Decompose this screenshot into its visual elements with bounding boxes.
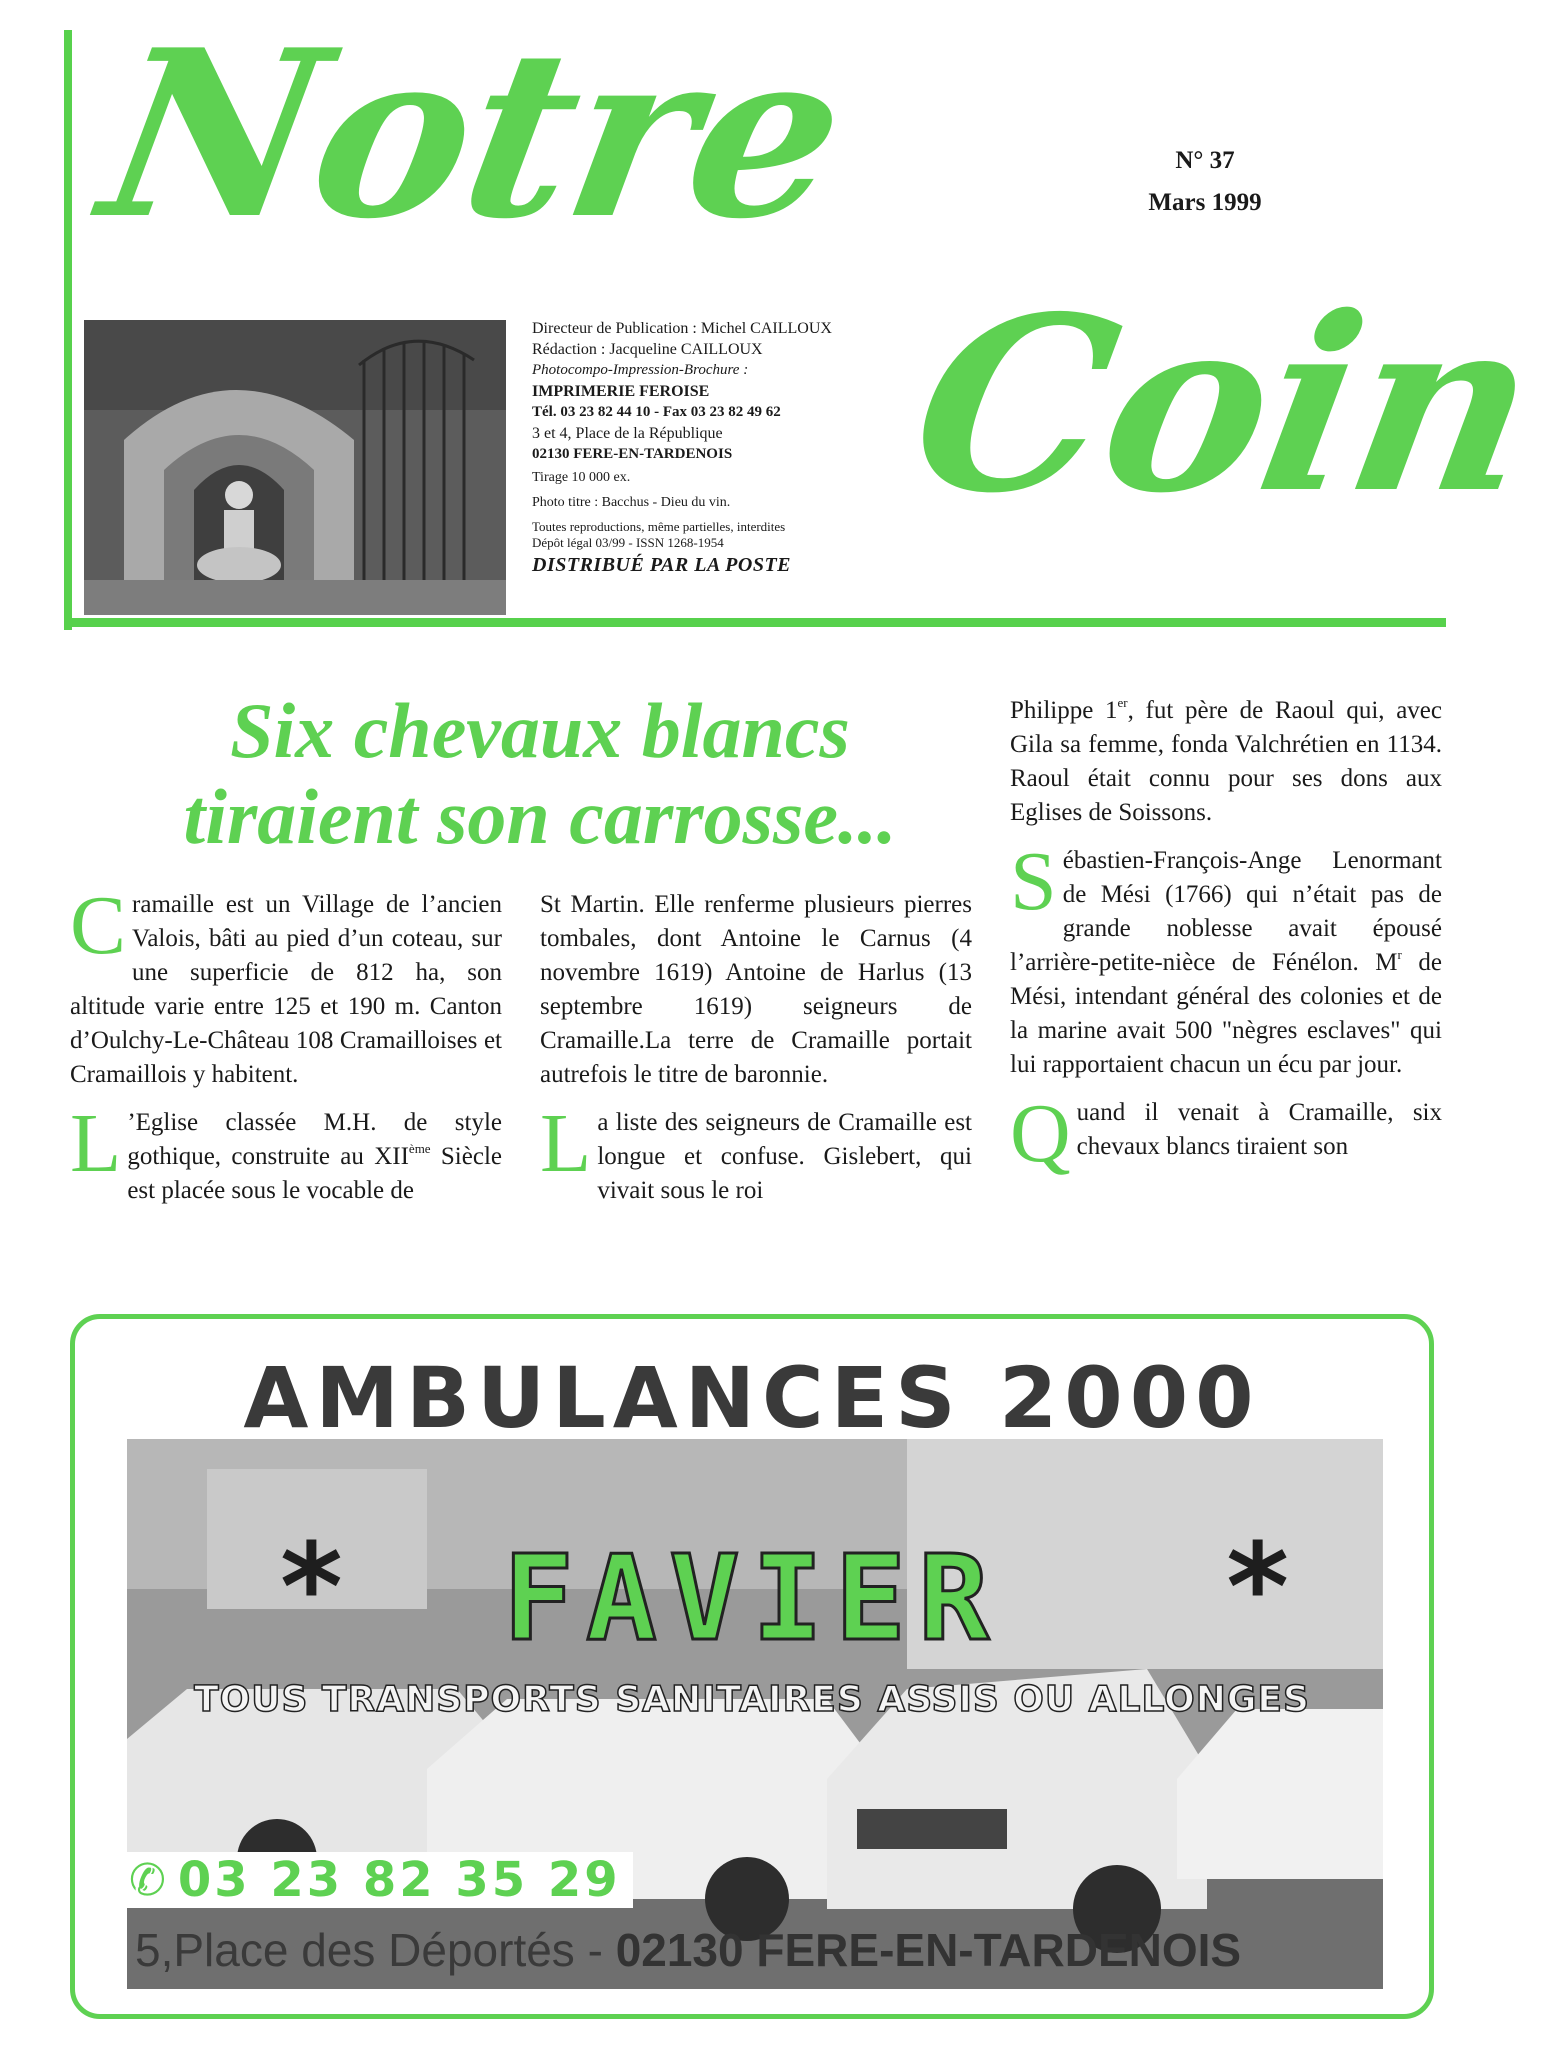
ad-title: AMBULANCES 2000: [243, 1349, 1261, 1447]
credit-city: 02130 FERE-EN-TARDENOIS: [532, 446, 733, 462]
ad-phone-block: [125, 1852, 633, 1908]
credit-phone-fax: Tél. 03 23 82 44 10 - Fax 03 23 82 49 62: [532, 404, 781, 420]
asterisk-icon: *: [1226, 1519, 1289, 1658]
paragraph-text: Siècle est placée sous le vocable de: [127, 1143, 502, 1204]
ad-address-city: 02130 FERE-EN-TARDENOIS: [615, 1924, 1242, 1976]
bacchus-fountain-image: [84, 320, 506, 615]
masthead-title-coin: Coin: [895, 264, 1554, 546]
credit-photo: Photo titre : Bacchus - Dieu du vin.: [532, 495, 731, 510]
masthead-title-notre: Notre: [86, 0, 862, 270]
ad-address-street: 5,Place des Déportés -: [135, 1924, 616, 1976]
ambulance-advertisement: [70, 1314, 1434, 2019]
phone-icon: ✆: [129, 1854, 166, 1906]
credit-printer: IMPRIMERIE FEROISE: [532, 383, 710, 400]
credit-print-run: Tirage 10 000 ex.: [532, 470, 631, 485]
paragraph-text: ’Eglise classée M.H. de style gothique, construite au XII: [127, 1109, 502, 1170]
paragraph: [1010, 835, 1442, 1082]
masthead-bottom-rule: [64, 618, 1446, 627]
issue-number: N° 37: [1175, 147, 1235, 174]
paragraph: [70, 1097, 502, 1208]
ad-address: [135, 1923, 1241, 1977]
superscript: er: [1117, 695, 1128, 710]
paragraph: [1010, 1087, 1442, 1180]
credit-rights: Toutes reproductions, même partielles, interdites: [532, 519, 786, 534]
masthead-left-rule: [64, 30, 72, 630]
article-column-2: [540, 888, 972, 1222]
drop-cap: C: [70, 879, 127, 972]
paragraph: [540, 1097, 972, 1208]
distribution-note: DISTRIBUÉ PAR LA POSTE: [532, 554, 792, 576]
ad-company-name: FAVIER: [502, 1529, 1002, 1667]
headline-line-2: tiraient son carrosse...: [183, 773, 897, 860]
paragraph: [70, 879, 502, 1092]
paragraph-text: , fut père de Raoul qui, avec Gila sa femme, fonda Valchrétien en 1134. Raoul était connu pour ses dons aux Eglises de Soissons.: [1010, 697, 1442, 826]
drop-cap: S: [1010, 835, 1057, 928]
drop-cap: L: [70, 1097, 122, 1190]
credit-address: 3 et 4, Place de la République: [532, 425, 723, 442]
paragraph-text: St Martin. Elle renferme plusieurs pierres tombales, dont Antoine le Carnus (4 novembre 1619) Antoine de Harlus (13 septembre 1619) seigneurs de Cramaille.La terre de Cramaille portait autrefois le titre de baronnie.: [540, 891, 972, 1088]
credit-legal: Dépôt légal 03/99 - ISSN 1268-1954: [532, 535, 724, 550]
article-column-3: [1010, 694, 1442, 1178]
publication-credits: [532, 318, 872, 576]
article-headline: [100, 688, 980, 860]
paragraph: [540, 888, 972, 1092]
article-column-1: [70, 879, 502, 1222]
ad-tagline: TOUS TRANSPORTS SANITAIRES ASSIS OU ALLONGES: [194, 1679, 1310, 1720]
credit-redaction: Rédaction : Jacqueline CAILLOUX: [532, 341, 763, 358]
masthead-photo-bacchus: [84, 320, 506, 615]
headline-line-1: Six chevaux blancs: [230, 687, 850, 774]
paragraph-text: a liste des seigneurs de Cramaille est longue et confuse. Gislebert, qui vivait sous le roi: [597, 1109, 972, 1204]
asterisk-icon: *: [280, 1519, 343, 1658]
drop-cap: L: [540, 1097, 592, 1190]
paragraph-text: uand il venait à Cramaille, six chevaux blancs tiraient son: [1076, 1099, 1442, 1160]
paragraph-text: de Mési, intendant général des colonies et de la marine avait 500 "nègres esclaves" qui lui rapportaient chacun un écu par jour.: [1010, 949, 1442, 1078]
ad-phone-number: 03 23 82 35 29: [177, 1852, 621, 1908]
paragraph-text: ébastien-François-Ange Lenormant de Mési (1766) qui n’était pas de grande noblesse avait épousé l’arrière-petite-nièce de Fénélon. M: [1010, 847, 1442, 976]
drop-cap: Q: [1010, 1087, 1071, 1180]
credit-print-label: Photocompo-Impression-Brochure :: [532, 362, 749, 378]
paragraph-text: Philippe 1: [1010, 697, 1118, 724]
paragraph-text: ramaille est un Village de l’ancien Valois, bâti au pied d’un coteau, sur une superficie de 812 ha, son altitude varie entre 125 et 190 m. Canton d’Oulchy-Le-Château 108 Cramailloises et Cramaillois y habitent.: [70, 891, 502, 1088]
issue-date: Mars 1999: [1148, 189, 1262, 216]
paragraph: [1010, 694, 1442, 830]
issue-info: [1120, 140, 1290, 224]
superscript: ème: [408, 1141, 431, 1156]
superscript: r: [1397, 947, 1402, 962]
credit-director: Directeur de Publication : Michel CAILLOUX: [532, 320, 832, 337]
